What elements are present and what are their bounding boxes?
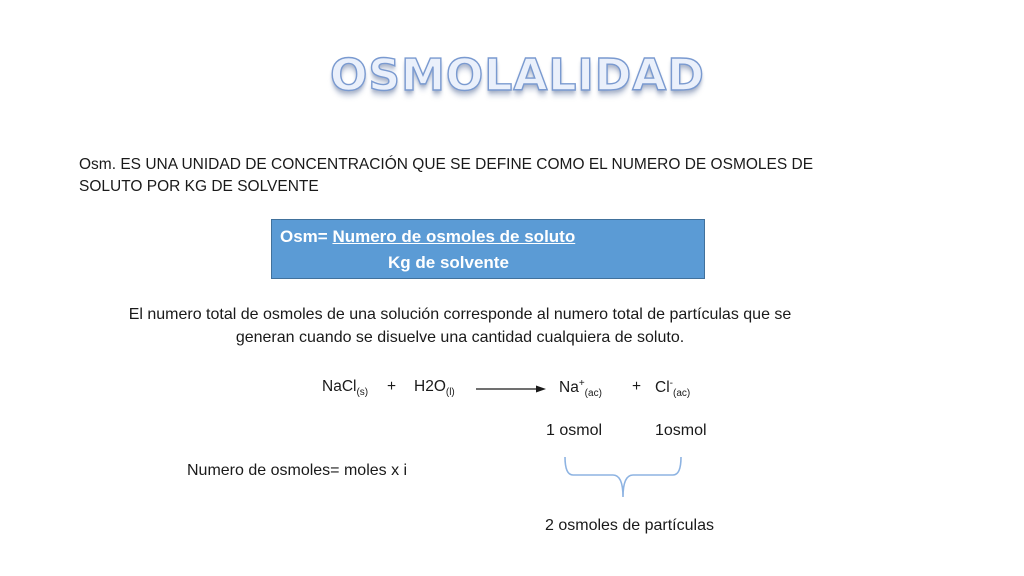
product-na-ion: $Na^+_{(ac)}$ [559,378,602,399]
formula-numerator: Numero de osmoles de soluto [332,227,576,246]
curly-brace-icon [560,455,686,501]
plus-sign: + [632,378,642,395]
formula-label: Osm= [280,227,333,246]
osmoles-formula: Numero de osmoles= moles x i [187,462,408,479]
plus-sign: + [387,378,397,395]
formula-denominator: Kg de solvente [388,253,509,272]
slide-title: OSMOLALIDAD [330,50,705,101]
definition-text: Osm. ES UNA UNIDAD DE CONCENTRACIÓN QUE SE DEFINE COMO EL NUMERO DE OSMOLES DE SOLUTO POR KG DE SOLVENTE [79,156,814,195]
product-cl-ion: $Cl^-_{(ac)}$ [655,378,691,399]
reaction-arrow-icon [476,384,546,394]
reactant-nacl: NaCl$_{(s)}$ [322,378,369,398]
osmol-na: 1 osmol [546,422,603,439]
osmol-cl: 1osmol [655,422,707,439]
formula-numerator-line [280,227,575,247]
reactant-h2o: $H2O_{(l)}$ [414,378,455,398]
total-particles: 2 osmoles de partículas [545,517,714,534]
formula-box [271,219,705,279]
explanation-paragraph: El numero total de osmoles de una solución corresponde al numero total de partículas que se generan cuando se disuelve una cantidad cualquiera de soluto. [128,306,792,346]
